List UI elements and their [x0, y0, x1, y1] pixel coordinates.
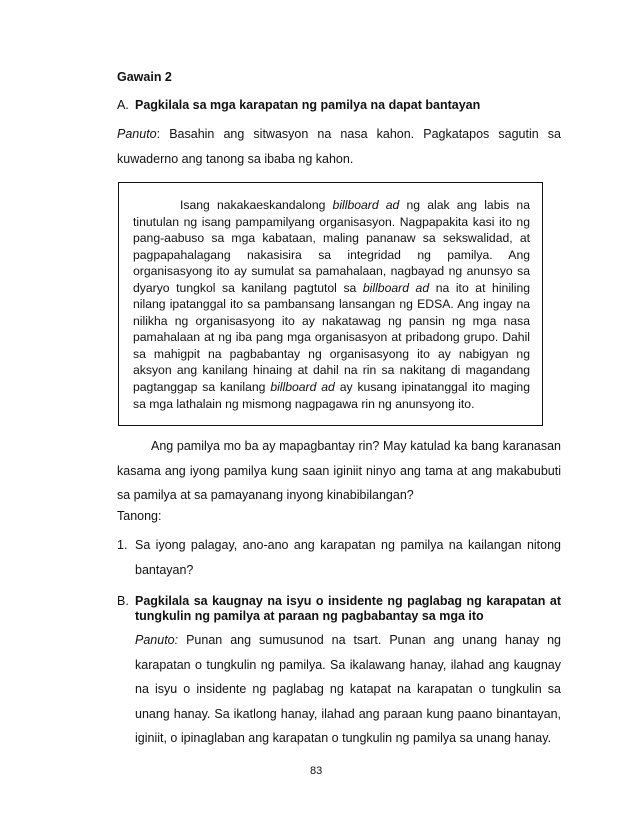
instruction-text: Punan ang sumusunod na tsart. Punan ang unang hanay ng karapatan o tungkulin ng pamilya. Sa ikalawang hanay, ilahad ang kaugnay na isyu o insidente ng paglabag ng katapat na karapatan o tungkulin sa unang hanay. Sa ikatlong hanay, ilahad ang paraan kung paano binantayan, iginiit, o ipinaglaban ang karapatan o tungkulin ng pamilya sa unang hanay. — [135, 633, 561, 745]
question-number: 1. — [117, 538, 128, 552]
activity-heading: Gawain 2 — [117, 70, 172, 84]
tanong-label: Tanong: — [117, 509, 162, 523]
question-text: Sa iyong palagay, ano-ano ang karapatan ng pamilya na kailangan nitong bantayan? — [135, 538, 561, 577]
story-part-4: ay kusang ipinatanggal ito maging sa mga lathalain ng mismong nagpagawa rin ng anunsyong ito. — [133, 380, 530, 411]
story-emphasis-3: billboard ad — [270, 380, 335, 395]
instruction-text: : Basahin ang sitwasyon na nasa kahon. Pagkatapos sagutin sa kuwaderno ang tanong sa ibaba ng kahon. — [117, 127, 561, 166]
story-part-2: ng alak ang labis na tinutulan ng isang pampamilyang organisasyon. Nagpapakita kasi ito ng pang-aabuso sa mga kabataan, maling pananaw sa sekswalidad, at pagpapahalagang nakasisira sa integridad ng pamilya. Ang organisasyong ito ay sumulat sa pamahalaan, nagbayad ng anunsyo sa dyaryo tungkol sa kanilang pagtutol sa — [133, 198, 530, 295]
situation-box — [118, 182, 543, 426]
section-a-instruction — [117, 122, 561, 171]
reflection-paragraph: Ang pamilya mo ba ay mapagbantay rin? May katulad ka bang karanasan kasama ang iyong pamilya kung saan iginiit ninyo ang tama at ang makabubuti sa pamilya at sa pamayanang inyong kinabibilangan? — [117, 439, 561, 502]
story-emphasis-2: billboard ad — [362, 280, 430, 295]
section-b-title-text: Pagkilala sa kaugnay na isyu o insidente ng paglabag ng karapatan at tungkulin ng pamilya at paraan ng pagbabantay sa mga ito — [135, 594, 561, 623]
section-a-title-text: Pagkilala sa mga karapatan ng pamilya na dapat bantayan — [135, 98, 481, 112]
instruction-label: Panuto: — [135, 633, 179, 647]
instruction-label: Panuto — [117, 127, 157, 141]
section-a-title — [117, 98, 480, 112]
section-a-letter: A. — [117, 98, 129, 112]
story-part-3: na ito at hiniling nilang ipatanggal ito sa pambansang lansangan ng EDSA. Ang ingay na nilikha ng organisasyong ito ay nakatawag ng pansin ng mga nasa pamahalaan at ng iba pang mga organisasyon at pribadong grupo. Dahil sa mahigpit na pagbabantay ng organisasyong ito ay nabigyan ng aksyon ang kanilang hinaing at dahil na rin sa nakitang di magandang pagtanggap sa kanilang — [133, 280, 530, 395]
section-b-instruction — [135, 628, 561, 751]
situation-text — [133, 197, 530, 412]
story-part-1: Isang nakakaeskandalong — [180, 198, 333, 212]
story-emphasis-1: billboard ad — [332, 198, 400, 212]
section-b-letter: B. — [117, 594, 129, 608]
page-number: 83 — [310, 765, 323, 777]
